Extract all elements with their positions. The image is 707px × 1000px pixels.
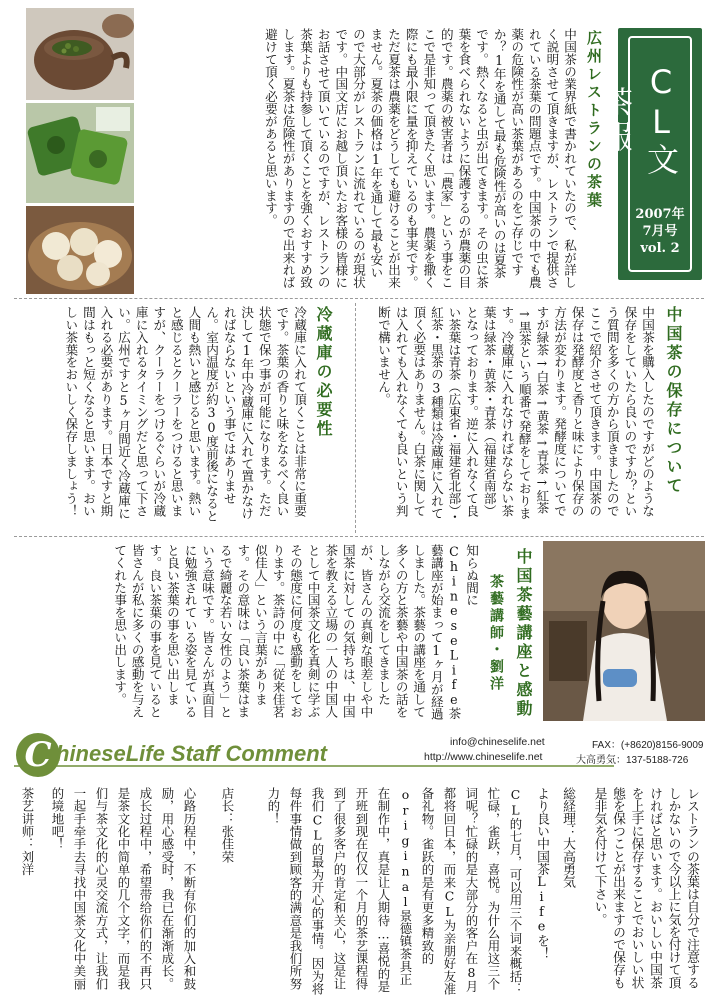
article4-body: 知らぬ間にChineseLife茶藝講座が始まって1ヶ月が経過しました。茶藝の講座を通して多くの方と茶藝や中国茶の話をしながら交流をしてきましたが、皆さんの真剣な眼差しや中国茶に対しての気持ちは、中国茶を教える立場の一人の中国人として中国茶文化を真剣に学ぶその態度に何度も感動をしております。茶詩の中に「従来佳茗似佳人」という言葉があります。その意味は「良い茶葉はまるで綺麗な若い女性のよう」という意味です。皆さんが真面目に勉強されている姿を見ていると良い茶葉の事を思い出します。良い茶葉の事を見ていると皆さんが私に多くの感動を与えてくれた事を思い出します。 (112, 544, 479, 720)
masthead (596, 28, 702, 280)
article3-heading: 冷蔵庫の必要性 (314, 306, 333, 439)
article3-body: 冷蔵庫に入れて頂くことは非常に重要です。茶葉の香りと味をなるべく良い状態で保つ事が可能になります。ただ決して1年中冷蔵庫に入れて置かなければならないという事ではありません。室内温度が約30度前後になると人間も熱いと感じると思います。熱いと感じるとクーラーをつけると思いますが、クーラーをつけるぐらいが冷蔵庫に入れるタイミングだと思って下さい。広州ですと5ヶ月間近く冷蔵庫に入れる必要があります。日本ですと期間はもっと短くなると思います。おいしい茶葉をおいしく保存しましょう！ (63, 306, 307, 522)
comment2-signature: 店长：张佳荣 (220, 787, 235, 864)
instructor-photo (543, 541, 705, 721)
issue-month: 7月号 (642, 224, 678, 239)
article4-subheading: 茶藝講師・劉洋 (488, 574, 504, 693)
contact-fax: FAX：(+8620)8156-9009 (592, 740, 704, 751)
comment1-closing: より良い中国茶Lifeを！ (534, 787, 549, 960)
comment2-body: CL的七月，可以用三个词来概括：忙碌，雀跃，喜悦。为什么用这三个词呢？忙碌的是大部分的客户在8月都将回日本，而来CL为亲朋好友准备礼物。雀跃的是有更多精致的original景德镇茶具正在制作中，真是让人期待…喜悦的是开班到现在仅仅一个月的茶艺课程得到了很多客户的肯定和关心，这是让我们CL的最为开心的事情。因为将每件事情做到顾客的满意是我们所努力的！ (266, 787, 523, 996)
teapot-photo (26, 8, 134, 100)
article2-heading: 中国茶の保存について (664, 306, 683, 496)
divider-middle (355, 303, 356, 533)
article1-heading: 広州レストランの茶葉 (585, 30, 603, 210)
comment3-signature: 茶艺讲师：刘洋 (20, 787, 35, 876)
newsletter-title: CL文茶報 (596, 63, 680, 177)
contact-phone: 大高勇気：137-5188-726 (576, 755, 689, 766)
divider-top (14, 298, 704, 299)
article2-body: 中国茶を購入したのですがどのような保存をしていたら良いのですか？という質問を多くの方から頂きましたのでここで紹介させて頂きます。中国茶の保存は発酵度と香りと味により保存の方法が変わります。発酵度についてですが緑茶→白茶→黄茶→青茶→紅茶→黒茶という順番で発酵をしております。冷蔵庫に入れなければならない茶葉は緑茶・黄茶・青茶（福建省南部）となっております。逆に入れなくて良い茶葉は青茶（広東省・福建省北部）・紅茶・黒茶の3種類は冷蔵庫に入れて頂く必要はありません。白茶に関しては入れても入れなくても良いという判断で構いません。 (376, 306, 655, 523)
divider-mid (14, 536, 704, 537)
staff-comment-title: hineseLife Staff Comment (56, 741, 327, 766)
issue-volume: vol. 2 (640, 241, 680, 256)
tea-leaves-photo (26, 103, 134, 203)
issue-year: 2007年 (635, 207, 685, 222)
article1-body: 中国茶の業界紙で書かれていたので、私が詳しく説明させて頂きますが、レストランで提供されている茶葉の問題点です。中国茶の中でも農薬の危険性が高い茶葉があるのをご存じですか？1年を通して最も危険性が高いのは夏茶です。熱くなると虫が出てきます。その虫に茶葉を食べられないように保護するのが農薬の目的です。農薬の被害者は「農家」という事をここで是非知って頂きたく思います。農薬を撒く際にも最小限に量を抑えているのも事実です。ただ夏茶は農薬をどうしても避けることが出来ません。夏茶の価格は1年を通して最も安いので大部分がレストランに流れているのが現状です。中国文店にお越し頂いたお客様の皆様にお話させて頂いているのですが、レストランの茶葉よりも持参して頂くことを強くおすすめ致します。夏茶は危険性がありますので出来れば避けて頂く必要があると思います。 (262, 28, 577, 289)
issue-date (630, 206, 690, 257)
comment3-body: 心路历程中，不断有你们的加入和鼓励，用心感受时，我已在渐渐成长。成长过程中，希望带给你们的不再只是茶文化中简单的几个文字，而是我们与茶文化的心灵交流方式，让我们一起手牵手去寻找中国茶文化中美丽的境地吧！ (50, 787, 197, 991)
comment1-signature: 総経理：大高勇気 (560, 787, 575, 888)
dim-sum-photo (26, 206, 134, 294)
contact-url[interactable]: http://www.chineselife.net (424, 751, 543, 763)
article4-heading: 中国茶藝講座と感動 (514, 548, 533, 719)
logo-c-icon: C (16, 733, 60, 777)
comment1-body: レストランの茶葉は自分で注意するしかないので今以上に気を付けて頂ければと思います。おいしい中国茶を上手に保存することでおいしい状態を保つことが出来ますので保存も是非気を付けて下さい。 (591, 787, 699, 989)
contact-email[interactable]: info@chineselife.net (450, 736, 545, 748)
